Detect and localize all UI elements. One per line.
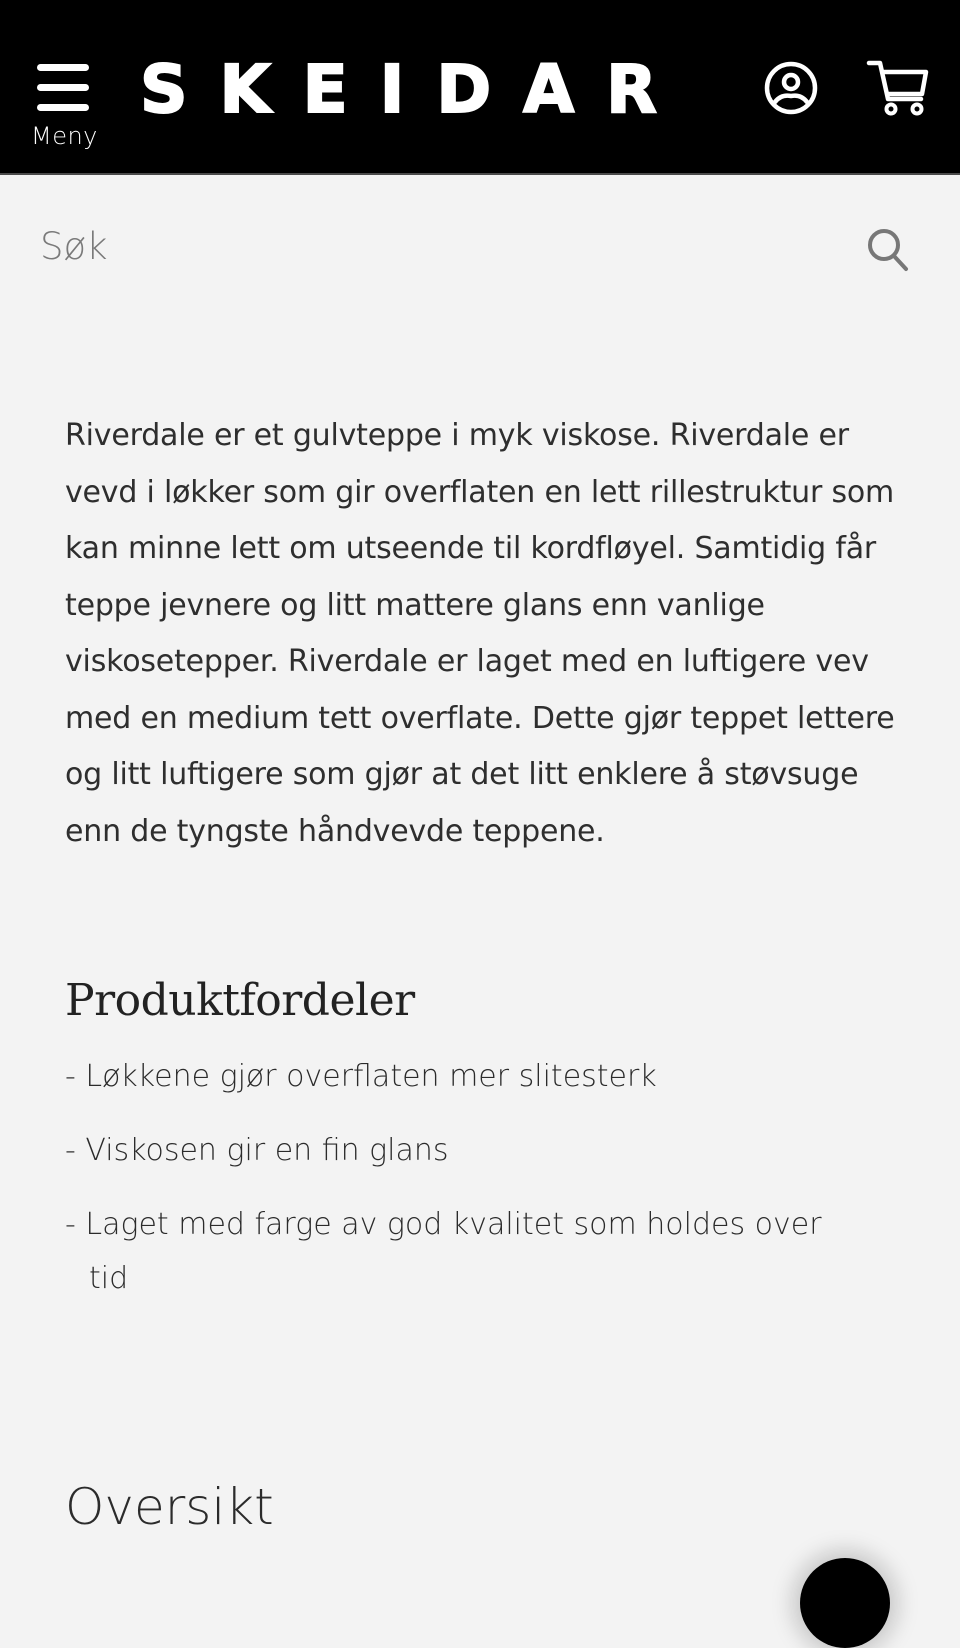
cart-button[interactable] — [866, 58, 930, 118]
user-circle-icon — [763, 60, 819, 116]
shopping-cart-icon — [866, 58, 930, 118]
product-description: Riverdale er et gulvteppe i myk viskose. Riverdale er vevd i løkker som gir overflaten en lett rillestruktur som kan minne lett om utseende til kordfløyel. Samtidig får teppe jevnere og litt mattere glans enn vanlige viskosetepper. Riverdale er laget med en luftigere vev med en medium tett overflate. Dette gjør teppet lettere og litt luftigere som gjør at det litt enklere å støvsuge enn de tyngste håndvevde teppene. — [65, 418, 895, 849]
overview-heading: Oversikt — [65, 1478, 274, 1536]
benefit-item: - Laget med farge av god kvalitet som holdes over tid — [65, 1207, 822, 1296]
product-description-section — [65, 408, 905, 860]
search-input[interactable] — [40, 221, 820, 271]
account-button[interactable] — [763, 60, 819, 116]
menu-button[interactable] — [28, 62, 98, 154]
menu-label: Meny — [31, 122, 98, 150]
hamburger-icon — [37, 64, 89, 124]
search-button[interactable] — [864, 225, 912, 273]
search-bar — [0, 177, 960, 312]
site-header — [0, 0, 960, 175]
search-icon — [864, 225, 912, 273]
skeidar-logo[interactable]: SKEIDAR — [140, 51, 690, 128]
benefit-item: - Viskosen gir en fin glans — [65, 1133, 449, 1168]
benefits-list — [65, 1050, 865, 1326]
chat-floating-button[interactable] — [800, 1558, 890, 1648]
benefits-heading: Produktfordeler — [65, 975, 415, 1026]
benefit-item: - Løkkene gjør overflaten mer slitesterk — [65, 1059, 657, 1094]
